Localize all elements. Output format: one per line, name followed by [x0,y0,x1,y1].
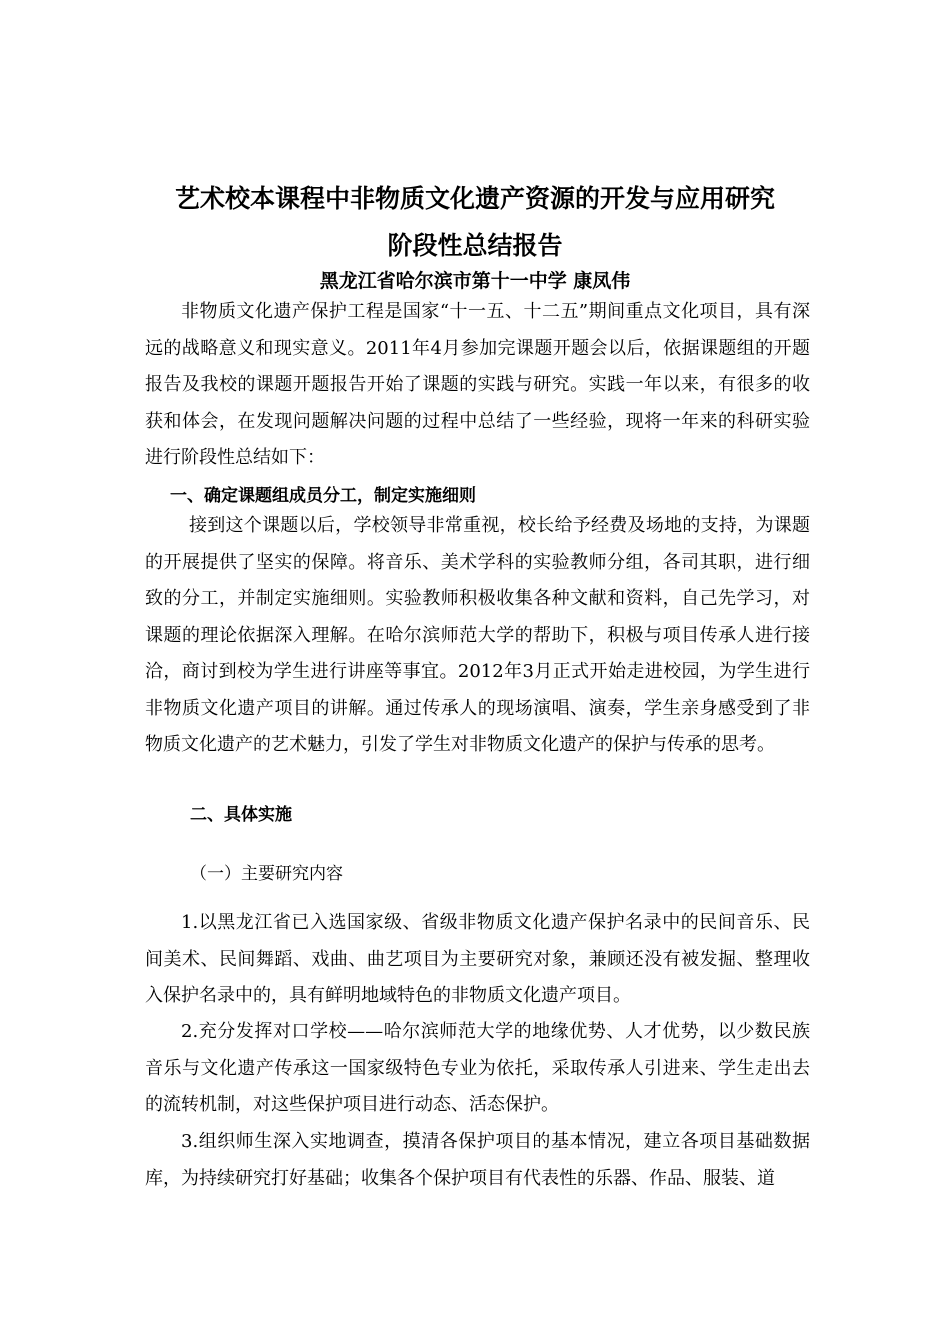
subsection1-heading: （一）主要研究内容 [190,864,343,884]
document-subtitle: 阶段性总结报告 [387,231,563,260]
research-item-1: 1.以黑龙江省已入选国家级、省级非物质文化遗产保护名录中的民间音乐、民间美术、民间舞蹈、戏曲、曲艺项目为主要研究对象，兼顾还没有被发掘、整理收入保护名录中的，具有鲜明地域特色的非物质文化遗产项目。 [145,912,810,1006]
document-title: 艺术校本课程中非物质文化遗产资源的开发与应用研究 [174,184,775,213]
section1-paragraph: 接到这个课题以后，学校领导非常重视，校长给予经费及场地的支持，为课题的开展提供了坚实的保障。将音乐、美术学科的实验教师分组，各司其职，进行细致的分工，并制定实施细则。实验教师积极收集各种文献和资料，自己先学习，对课题的理论依据深入理解。在哈尔滨师范大学的帮助下，积极与项目传承人进行接洽，商讨到校为学生进行讲座等事宜。2012年3月正式开始走进校园，为学生进行非物质文化遗产项目的讲解。通过传承人的现场演唱、演奏，学生亲身感受到了非物质文化遗产的艺术魅力，引发了学生对非物质文化遗产的保护与传承的思考。 [145,515,810,755]
research-item-3: 3.组织师生深入实地调查，摸清各保护项目的基本情况，建立各项目基础数据库，为持续研究打好基础；收集各个保护项目有代表性的乐器、作品、服装、道 [145,1131,810,1189]
intro-paragraph: 非物质文化遗产保护工程是国家“十一五、十二五”期间重点文化项目，具有深远的战略意义和现实意义。2011年4月参加完课题开题会以后，依据课题组的开题报告及我校的课题开题报告开始了课题的实践与研究。实践一年以来，有很多的收获和体会，在发现问题解决问题的过程中总结了一些经验，现将一年来的科研实验进行阶段性总结如下： [145,301,810,468]
section1-heading: 一、确定课题组成员分工，制定实施细则 [170,486,476,506]
section2-heading: 二、具体实施 [190,805,292,825]
author-line: 黑龙江省哈尔滨市第十一中学 康凤伟 [319,270,631,292]
research-item-2: 2.充分发挥对口学校——哈尔滨师范大学的地缘优势、人才优势，以少数民族音乐与文化遗产传承这一国家级特色专业为依托，采取传承人引进来、学生走出去的流转机制，对这些保护项目进行动态、活态保护。 [145,1021,810,1115]
